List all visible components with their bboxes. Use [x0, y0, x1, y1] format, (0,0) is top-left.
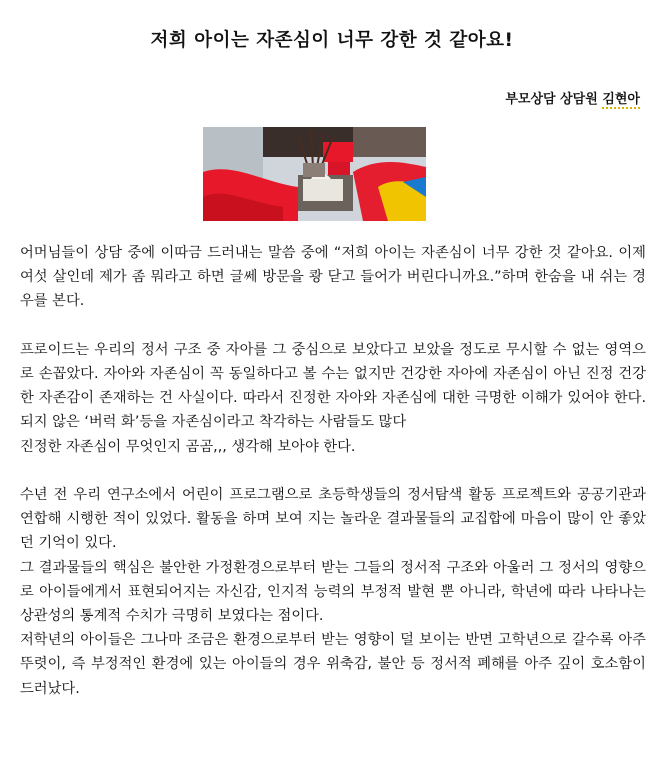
article-photo: [203, 127, 426, 221]
byline-role: 부모상담 상담원: [505, 92, 603, 107]
paragraph-3: 진정한 자존심이 무엇인지 곰곰,,, 생각해 보아야 한다.: [20, 438, 356, 455]
paragraph-6: 저학년의 아이들은 그나마 조금은 환경으로부터 받는 영향이 덜 보이는 반면 고학년으로 갈수록 아주 뚜렷이, 즉 부정적인 환경에 있는 아이들의 경우 위축감, 불안 등 정서적 폐해를 아주 깊이 호소함이 드러났다.: [20, 632, 646, 697]
article-body: [20, 241, 646, 701]
paragraph-spacer: [20, 459, 646, 483]
byline-author-name: 김현아: [602, 92, 640, 107]
art-supplies-photo-icon: [203, 127, 426, 221]
paragraph-5: 그 결과물들의 핵심은 불안한 가정환경으로부터 받는 그들의 정서적 구조와 아울러 그 정서의 영향으로 아이들에게서 표현되어지는 자신감, 인지적 능력의 부정적 발현 뿐 아니라, 학년에 따라 나타나는 상관성의 통계적 수치가 극명히 보였다는 점이다.: [20, 559, 646, 625]
paragraph-2: 프로이드는 우리의 정서 구조 중 자아를 그 중심으로 보았다고 보았을 정도로 무시할 수 없는 영역으로 손꼽았다. 자아와 자존심이 꼭 동일하다고 볼 수는 없지만 건강한 자아에 자존심이 아닌 진정 건강한 자존감이 존재하는 건 사실이다. 따라서 진정한 자아와 자존심에 대한 극명한 이해가 있어야 한다. 되지 않은 ‘버럭 화’등을 자존심이라고 착각하는 사람들도 많다: [20, 341, 646, 431]
paragraph-1: 어머님들이 상담 중에 이따금 드러내는 말씀 중에 “저희 아이는 자존심이 너무 강한 것 같아요. 이제 여섯 살인데 제가 좀 뭐라고 하면 글쎄 방문을 쾅 닫고 들어가 버린다니까요.”하며 한숨을 내 쉬는 경우를 본다.: [20, 245, 646, 310]
paragraph-4: 수년 전 우리 연구소에서 어린이 프로그램으로 초등학생들의 정서탐색 활동 프로젝트와 공공기관과 연합해 시행한 적이 있었다. 활동을 하며 보여 지는 놀라운 결과물들의 교집합에 마음이 많이 안 좋았던 기억이 있다.: [20, 487, 646, 552]
article-title: 저희 아이는 자존심이 너무 강한 것 같아요!: [150, 30, 514, 51]
paragraph-spacer: [20, 314, 646, 338]
byline: [505, 88, 640, 107]
